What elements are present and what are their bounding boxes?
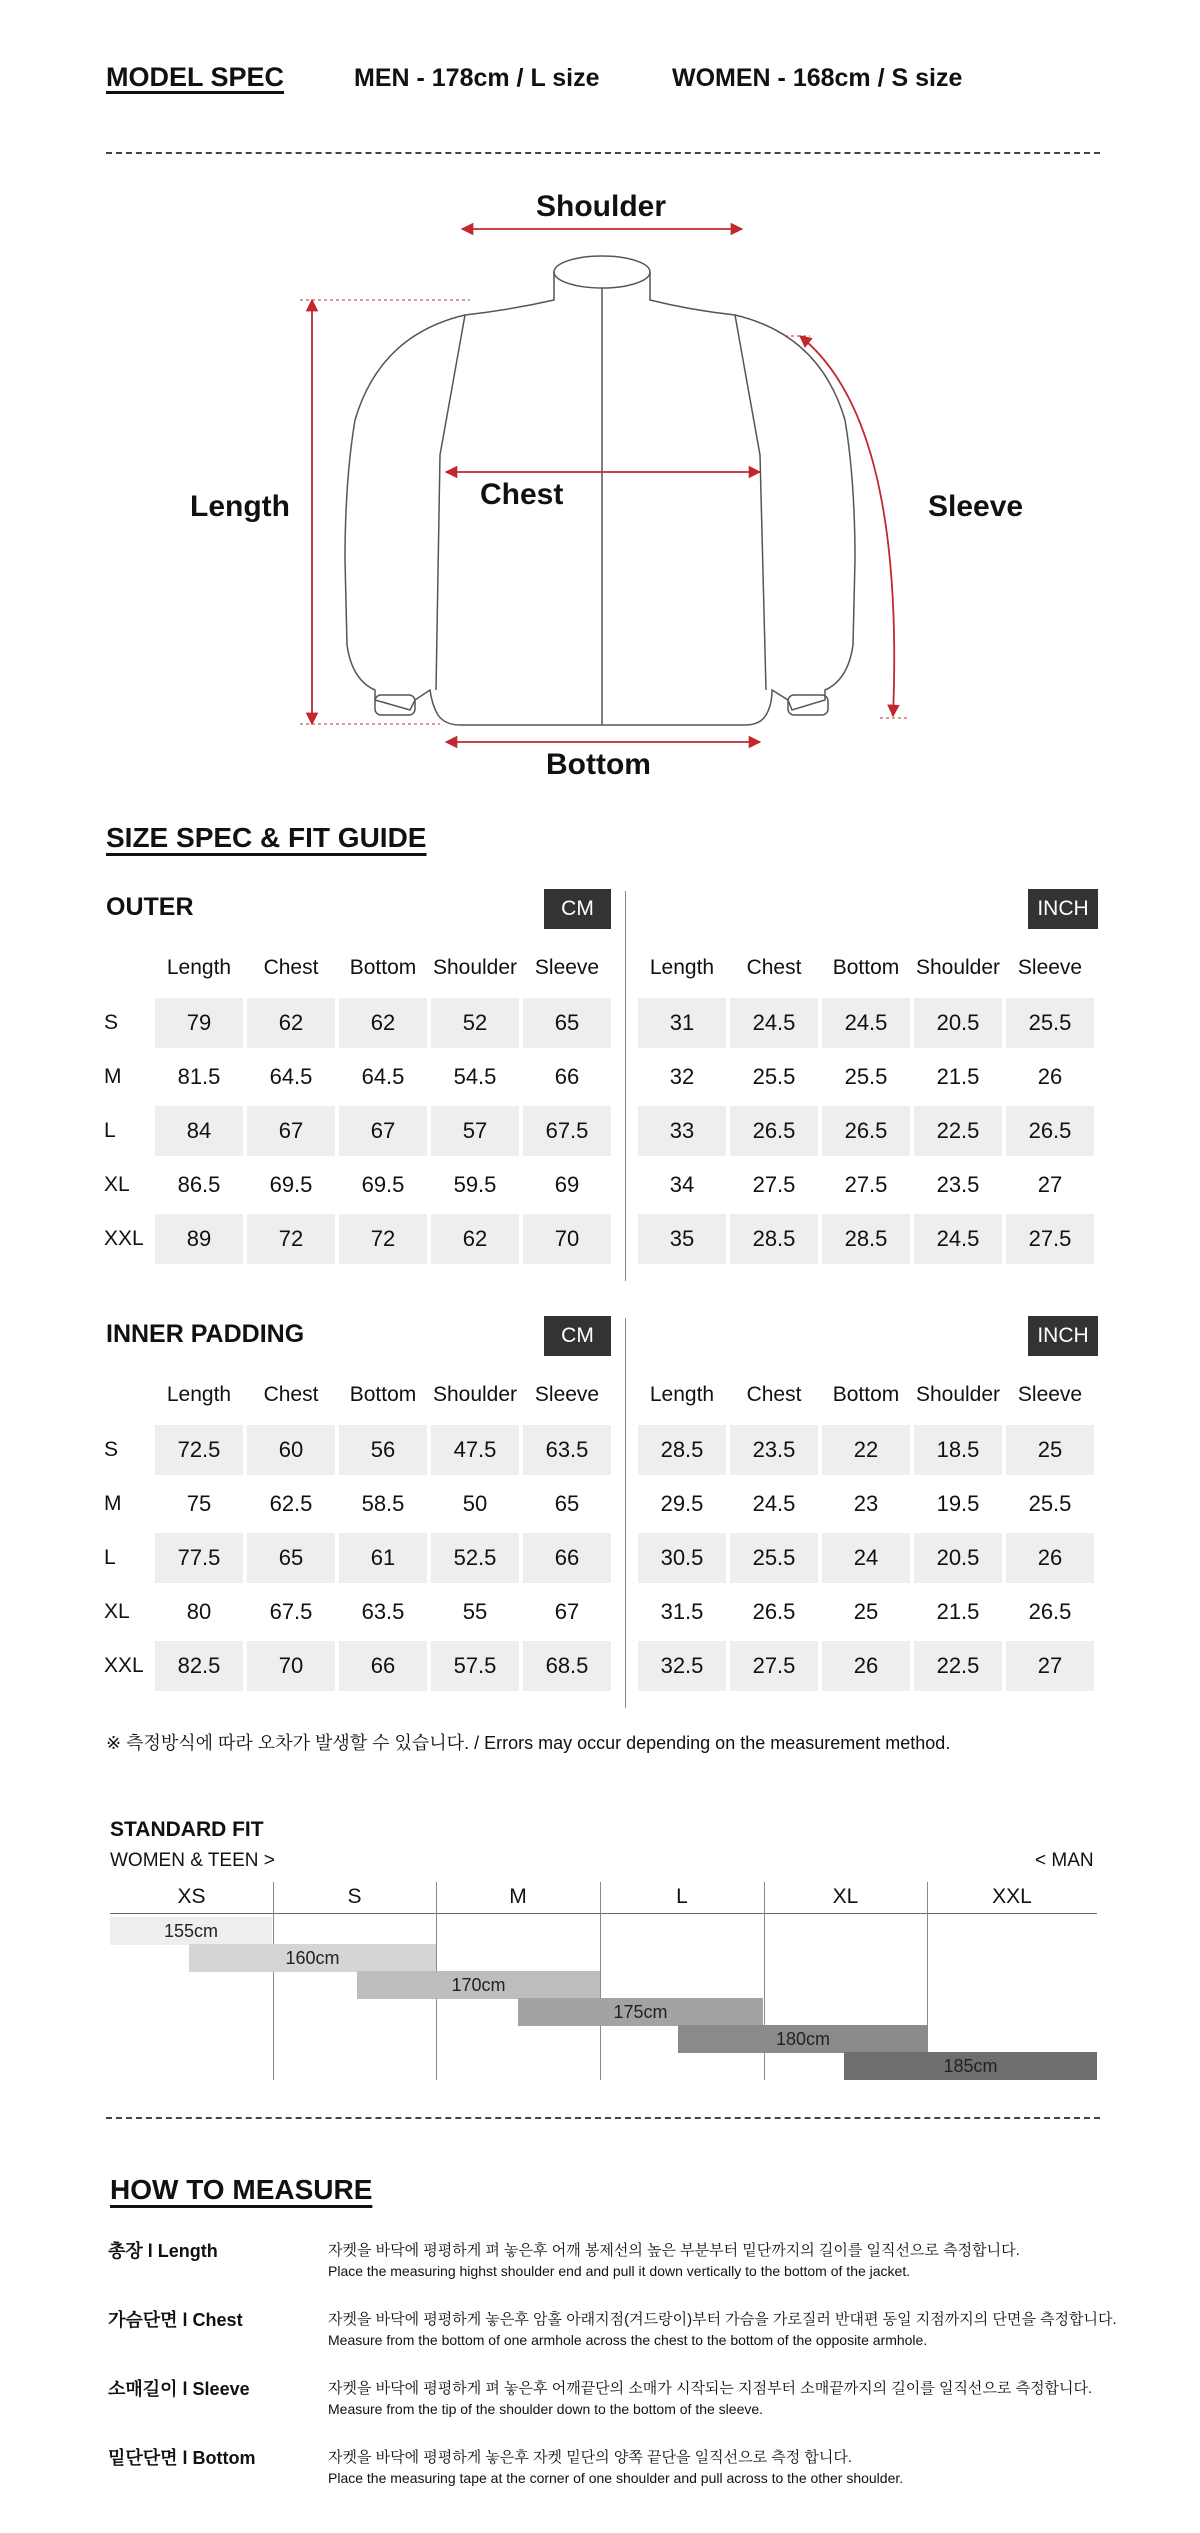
model-spec-title: MODEL SPEC bbox=[106, 62, 285, 92]
table-cell: 21.5 bbox=[936, 1064, 980, 1089]
fit-size-label: S bbox=[347, 1885, 362, 1908]
size-label: XXL bbox=[104, 1654, 144, 1677]
table-cell: 50 bbox=[462, 1491, 488, 1516]
size-spec-title: SIZE SPEC & FIT GUIDE bbox=[106, 822, 427, 853]
measure-desc-en: Measure from the bottom of one armhole across the chest to the bottom of the opposite armhole. bbox=[328, 2332, 928, 2348]
table-cell: 24.5 bbox=[730, 998, 818, 1048]
collar-shape bbox=[554, 256, 650, 288]
how-to-measure-title: HOW TO MEASURE bbox=[110, 2174, 373, 2205]
table-cell: 23 bbox=[853, 1491, 879, 1516]
table-cell: 33 bbox=[638, 1106, 726, 1156]
table-cell: 28.5 bbox=[730, 1214, 818, 1264]
table-cell: 32.5 bbox=[638, 1641, 726, 1691]
table-title: OUTER bbox=[106, 893, 194, 921]
table-cell: 35 bbox=[638, 1214, 726, 1264]
divider bbox=[106, 2117, 1100, 2119]
size-label: S bbox=[104, 1438, 119, 1461]
table-cell: 65 bbox=[523, 998, 611, 1048]
size-label: M bbox=[104, 1492, 122, 1515]
table-cell: 67 bbox=[247, 1106, 335, 1156]
table-cell: 26 bbox=[822, 1641, 910, 1691]
table-cell: 27.5 bbox=[730, 1641, 818, 1691]
table-cell: 64.5 bbox=[269, 1064, 313, 1089]
table-cell: 27 bbox=[1037, 1172, 1063, 1197]
table-title: INNER PADDING bbox=[106, 1320, 305, 1348]
table-cell: 25 bbox=[853, 1599, 879, 1624]
size-label: L bbox=[104, 1546, 116, 1569]
measure-desc-en: Measure from the tip of the shoulder down to the bottom of the sleeve. bbox=[328, 2401, 764, 2417]
table-cell: 54.5 bbox=[453, 1064, 497, 1089]
fit-size-label: XS bbox=[177, 1885, 206, 1908]
table-cell: 55 bbox=[462, 1599, 488, 1624]
table-divider bbox=[625, 1318, 626, 1708]
table-cell: 65 bbox=[554, 1491, 580, 1516]
column-header: Shoulder bbox=[915, 956, 1001, 979]
table-cell: 27 bbox=[1006, 1641, 1094, 1691]
fit-size-label: XXL bbox=[992, 1885, 1032, 1908]
column-header: Bottom bbox=[349, 956, 417, 979]
table-cell: 23.5 bbox=[730, 1425, 818, 1475]
table-cell: 27.5 bbox=[752, 1172, 796, 1197]
measure-label: 소매길이 l Sleeve bbox=[108, 2379, 250, 2399]
table-cell: 57 bbox=[431, 1106, 519, 1156]
column-header: Shoulder bbox=[915, 1383, 1001, 1406]
sleeve-label: Sleeve bbox=[928, 490, 1024, 523]
table-cell: 63.5 bbox=[361, 1599, 405, 1624]
model-spec-men: MEN - 178cm / L size bbox=[354, 64, 600, 92]
measure-desc-kr: 자켓을 바닥에 평평하게 놓은후 암홀 아래지점(겨드랑이)부터 가슴을 가로질러 반대편 동일 지점까지의 단면을 측정합니다. bbox=[328, 2311, 1117, 2328]
table-cell: 75 bbox=[186, 1491, 212, 1516]
women-teen-label: WOMEN & TEEN > bbox=[110, 1850, 275, 1871]
table-cell: 23.5 bbox=[936, 1172, 980, 1197]
table-cell: 26.5 bbox=[822, 1106, 910, 1156]
table-cell: 27.5 bbox=[1006, 1214, 1094, 1264]
table-cell: 86.5 bbox=[177, 1172, 221, 1197]
table-cell: 58.5 bbox=[361, 1491, 405, 1516]
table-cell: 84 bbox=[155, 1106, 243, 1156]
table-cell: 26.5 bbox=[752, 1599, 796, 1624]
column-header: Bottom bbox=[832, 1383, 900, 1406]
table-cell: 66 bbox=[339, 1641, 427, 1691]
column-header: Length bbox=[166, 956, 232, 979]
column-header: Sleeve bbox=[534, 956, 600, 979]
measure-label: 밑단단면 l Bottom bbox=[108, 2448, 256, 2468]
table-cell: 20.5 bbox=[914, 998, 1002, 1048]
table-cell: 22 bbox=[822, 1425, 910, 1475]
table-cell: 81.5 bbox=[177, 1064, 221, 1089]
table-cell: 89 bbox=[155, 1214, 243, 1264]
table-cell: 26 bbox=[1037, 1064, 1063, 1089]
measure-desc-kr: 자켓을 바닥에 평평하게 놓은후 자켓 밑단의 양쪽 끝단을 일직선으로 측정 합니다. bbox=[328, 2449, 853, 2466]
table-cell: 64.5 bbox=[361, 1064, 405, 1089]
table-cell: 25.5 bbox=[730, 1533, 818, 1583]
measure-label: 가슴단면 l Chest bbox=[108, 2310, 243, 2330]
sleeve-arrow bbox=[800, 336, 894, 716]
fit-height-bar: 160cm bbox=[189, 1944, 436, 1972]
table-cell: 69.5 bbox=[361, 1172, 405, 1197]
table-cell: 52.5 bbox=[431, 1533, 519, 1583]
table-cell: 62.5 bbox=[269, 1491, 313, 1516]
column-header: Bottom bbox=[349, 1383, 417, 1406]
table-cell: 69 bbox=[554, 1172, 580, 1197]
table-cell: 24.5 bbox=[822, 998, 910, 1048]
man-label: < MAN bbox=[1035, 1850, 1094, 1871]
unit-inch-badge: INCH bbox=[1028, 889, 1098, 929]
table-cell: 63.5 bbox=[523, 1425, 611, 1475]
table-cell: 60 bbox=[247, 1425, 335, 1475]
fit-size-label: M bbox=[509, 1885, 527, 1908]
unit-inch-badge: INCH bbox=[1028, 1316, 1098, 1356]
measurement-note: ※ 측정방식에 따라 오차가 발생할 수 있습니다. / Errors may occur depending on the measurement method. bbox=[106, 1733, 951, 1753]
shoulder-label: Shoulder bbox=[536, 190, 667, 223]
table-cell: 66 bbox=[523, 1533, 611, 1583]
column-header: Length bbox=[166, 1383, 232, 1406]
table-cell: 66 bbox=[554, 1064, 580, 1089]
table-cell: 31 bbox=[638, 998, 726, 1048]
fit-height-bar: 175cm bbox=[518, 1998, 763, 2026]
table-cell: 72 bbox=[247, 1214, 335, 1264]
column-header: Sleeve bbox=[534, 1383, 600, 1406]
table-cell: 26.5 bbox=[730, 1106, 818, 1156]
table-cell: 22.5 bbox=[914, 1641, 1002, 1691]
fit-height-bar: 185cm bbox=[844, 2052, 1097, 2080]
table-cell: 20.5 bbox=[914, 1533, 1002, 1583]
table-cell: 62 bbox=[247, 998, 335, 1048]
table-cell: 24 bbox=[822, 1533, 910, 1583]
measure-desc-en: Place the measuring tape at the corner of one shoulder and pull across to the other shoulder. bbox=[328, 2470, 904, 2486]
table-cell: 79 bbox=[155, 998, 243, 1048]
bottom-label: Bottom bbox=[546, 748, 651, 781]
column-header: Sleeve bbox=[1017, 956, 1083, 979]
table-cell: 52 bbox=[431, 998, 519, 1048]
table-cell: 30.5 bbox=[638, 1533, 726, 1583]
column-header: Chest bbox=[746, 1383, 802, 1406]
table-cell: 59.5 bbox=[453, 1172, 497, 1197]
table-cell: 70 bbox=[247, 1641, 335, 1691]
table-cell: 61 bbox=[339, 1533, 427, 1583]
fit-size-label: L bbox=[676, 1885, 688, 1908]
column-header: Length bbox=[649, 956, 715, 979]
chest-label: Chest bbox=[480, 478, 564, 511]
fit-size-label: XL bbox=[832, 1885, 859, 1908]
column-header: Chest bbox=[263, 956, 319, 979]
table-cell: 26.5 bbox=[1028, 1599, 1072, 1624]
table-cell: 25.5 bbox=[1006, 998, 1094, 1048]
table-cell: 25.5 bbox=[1028, 1491, 1072, 1516]
standard-fit-title: STANDARD FIT bbox=[110, 1818, 264, 1841]
size-label: S bbox=[104, 1011, 119, 1034]
unit-cm-badge: CM bbox=[544, 1316, 611, 1356]
size-label: XL bbox=[104, 1173, 130, 1196]
model-spec-women: WOMEN - 168cm / S size bbox=[672, 64, 963, 92]
table-cell: 82.5 bbox=[155, 1641, 243, 1691]
table-cell: 24.5 bbox=[914, 1214, 1002, 1264]
fit-height-bar: 170cm bbox=[357, 1971, 600, 1999]
table-cell: 25 bbox=[1006, 1425, 1094, 1475]
column-header: Length bbox=[649, 1383, 715, 1406]
table-cell: 70 bbox=[523, 1214, 611, 1264]
table-cell: 18.5 bbox=[914, 1425, 1002, 1475]
unit-cm-badge: CM bbox=[544, 889, 611, 929]
size-label: L bbox=[104, 1119, 116, 1142]
fit-header-line bbox=[110, 1913, 1097, 1914]
jacket-diagram bbox=[0, 160, 1200, 800]
table-cell: 25.5 bbox=[844, 1064, 888, 1089]
table-cell: 22.5 bbox=[914, 1106, 1002, 1156]
table-cell: 24.5 bbox=[752, 1491, 796, 1516]
size-label: M bbox=[104, 1065, 122, 1088]
table-cell: 34 bbox=[669, 1172, 695, 1197]
table-divider bbox=[625, 891, 626, 1281]
fit-column-line bbox=[600, 1882, 601, 2080]
table-cell: 65 bbox=[247, 1533, 335, 1583]
fit-height-bar: 180cm bbox=[678, 2025, 928, 2053]
table-cell: 32 bbox=[669, 1064, 695, 1089]
column-header: Chest bbox=[263, 1383, 319, 1406]
measure-desc-kr: 자켓을 바닥에 평평하게 펴 놓은후 어깨 봉제선의 높은 부분부터 밑단까지의 길이를 일직선으로 측정합니다. bbox=[328, 2242, 1020, 2259]
length-label: Length bbox=[190, 490, 290, 523]
table-cell: 62 bbox=[339, 998, 427, 1048]
table-cell: 27.5 bbox=[844, 1172, 888, 1197]
table-cell: 19.5 bbox=[936, 1491, 980, 1516]
column-header: Shoulder bbox=[432, 956, 518, 979]
table-cell: 67 bbox=[554, 1599, 580, 1624]
column-header: Chest bbox=[746, 956, 802, 979]
column-header: Sleeve bbox=[1017, 1383, 1083, 1406]
jacket-outline bbox=[345, 272, 855, 725]
table-cell: 57.5 bbox=[431, 1641, 519, 1691]
table-cell: 26 bbox=[1006, 1533, 1094, 1583]
table-cell: 28.5 bbox=[822, 1214, 910, 1264]
table-cell: 28.5 bbox=[638, 1425, 726, 1475]
table-cell: 67.5 bbox=[523, 1106, 611, 1156]
table-cell: 77.5 bbox=[155, 1533, 243, 1583]
measure-desc-kr: 자켓을 바닥에 평평하게 펴 놓은후 어깨끝단의 소매가 시작되는 지점부터 소매끝까지의 길이를 일직선으로 측정합니다. bbox=[328, 2380, 1093, 2397]
table-cell: 72.5 bbox=[155, 1425, 243, 1475]
table-cell: 56 bbox=[339, 1425, 427, 1475]
measure-desc-en: Place the measuring highst shoulder end and pull it down vertically to the bottom of the jacket. bbox=[328, 2263, 911, 2279]
table-cell: 29.5 bbox=[660, 1491, 704, 1516]
table-cell: 69.5 bbox=[269, 1172, 313, 1197]
table-cell: 31.5 bbox=[660, 1599, 704, 1624]
table-cell: 26.5 bbox=[1006, 1106, 1094, 1156]
size-label: XXL bbox=[104, 1227, 144, 1250]
fit-height-bar: 155cm bbox=[110, 1917, 272, 1945]
fit-column-line bbox=[273, 1882, 274, 2080]
size-label: XL bbox=[104, 1600, 130, 1623]
table-cell: 67 bbox=[339, 1106, 427, 1156]
column-header: Shoulder bbox=[432, 1383, 518, 1406]
divider bbox=[106, 152, 1100, 154]
table-cell: 80 bbox=[186, 1599, 212, 1624]
table-cell: 62 bbox=[431, 1214, 519, 1264]
measure-label: 총장 l Length bbox=[108, 2241, 218, 2261]
table-cell: 68.5 bbox=[523, 1641, 611, 1691]
table-cell: 21.5 bbox=[936, 1599, 980, 1624]
column-header: Bottom bbox=[832, 956, 900, 979]
table-cell: 67.5 bbox=[269, 1599, 313, 1624]
table-cell: 25.5 bbox=[752, 1064, 796, 1089]
table-cell: 47.5 bbox=[431, 1425, 519, 1475]
table-cell: 72 bbox=[339, 1214, 427, 1264]
